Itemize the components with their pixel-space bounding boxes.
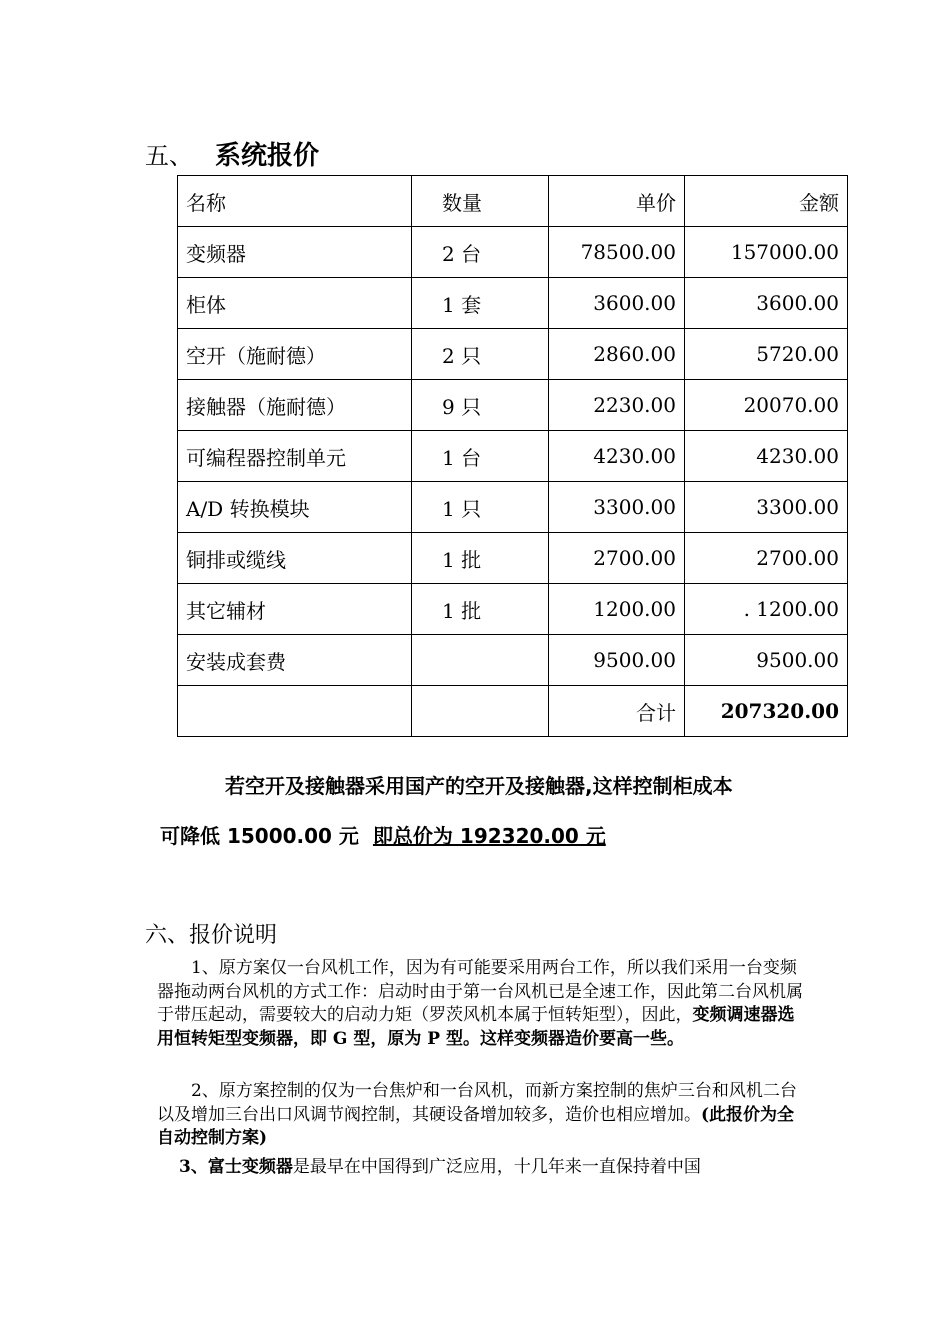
explanation-1-bold: 变频调速器选用恒转矩型变频器，即 G 型，原为 P 型。这样变频器造价要高一些。 (157, 1005, 795, 1049)
cell-name: 其它辅材 (178, 584, 412, 635)
cell-unit-price: 2700.00 (549, 533, 685, 584)
table-row (178, 431, 848, 482)
table-total-row (178, 686, 848, 737)
note-reduction: 可降低 15000.00 元 (160, 824, 359, 848)
cell-amount: . 1200.00 (685, 584, 848, 635)
cell-amount: 5720.00 (685, 329, 848, 380)
cell-name: 安装成套费 (178, 635, 412, 686)
section-6-heading: 六、报价说明 (145, 923, 278, 948)
section-5-title: 系统报价 (215, 141, 320, 171)
explanation-1-text: 1、原方案仅一台风机工作，因为有可能要采用两台工作，所以我们采用一台变频器拖动两台风机的方式工作：启动时由于第一台风机已是全速工作，因此第二台风机属于带压起动，需要较大的启动力矩（罗茨风机本属于恒转矩型），因此， (157, 958, 803, 1025)
header-unit-price: 单价 (549, 176, 685, 227)
cell-amount: 157000.00 (685, 227, 848, 278)
cell-amount: 3300.00 (685, 482, 848, 533)
cell-unit-price: 1200.00 (549, 584, 685, 635)
cell-quantity: 1 套 (412, 278, 549, 329)
table-row (178, 635, 848, 686)
cell-quantity: 2 只 (412, 329, 549, 380)
cell-empty (178, 686, 412, 737)
note-line-2 (160, 820, 606, 849)
cell-name: 柜体 (178, 278, 412, 329)
table-row (178, 533, 848, 584)
header-quantity: 数量 (412, 176, 549, 227)
table-row (178, 329, 848, 380)
note-total-price: 即总价为 192320.00 元 (372, 824, 606, 848)
cell-name: 接触器（施耐德） (178, 380, 412, 431)
cell-quantity: 1 批 (412, 584, 549, 635)
total-value: 207320.00 (685, 686, 848, 737)
cell-quantity: 1 只 (412, 482, 549, 533)
cell-amount: 9500.00 (685, 635, 848, 686)
cell-quantity: 9 只 (412, 380, 549, 431)
explanation-3 (145, 1156, 810, 1180)
cell-name: 可编程器控制单元 (178, 431, 412, 482)
explanation-2-bold: (此报价为全自动控制方案) (157, 1104, 795, 1148)
cell-amount: 2700.00 (685, 533, 848, 584)
explanation-2-text: 2、原方案控制的仅为一台焦炉和一台风机，而新方案控制的焦炉三台和风机二台以及增加三台出口风调节阀控制，其硬设备增加较多，造价也相应增加。 (157, 1081, 797, 1125)
cell-unit-price: 2860.00 (549, 329, 685, 380)
table-row (178, 482, 848, 533)
cell-amount: 3600.00 (685, 278, 848, 329)
cell-name: 铜排或缆线 (178, 533, 412, 584)
cell-empty (412, 686, 549, 737)
total-label: 合计 (549, 686, 685, 737)
cell-unit-price: 3300.00 (549, 482, 685, 533)
table-header-row (178, 176, 848, 227)
cell-quantity: 1 台 (412, 431, 549, 482)
explanation-3-text: 是最早在中国得到广泛应用，十几年来一直保持着中国 (292, 1157, 701, 1177)
section-5-number: 五、 (145, 142, 193, 170)
section-5-heading (145, 135, 319, 171)
cell-unit-price: 3600.00 (549, 278, 685, 329)
cell-amount: 4230.00 (685, 431, 848, 482)
cell-unit-price: 2230.00 (549, 380, 685, 431)
cell-unit-price: 9500.00 (549, 635, 685, 686)
cell-unit-price: 4230.00 (549, 431, 685, 482)
cell-unit-price: 78500.00 (549, 227, 685, 278)
table-row (178, 278, 848, 329)
cell-name: 空开（施耐德） (178, 329, 412, 380)
cell-quantity: 1 批 (412, 533, 549, 584)
header-name: 名称 (178, 176, 412, 227)
cell-quantity: 2 台 (412, 227, 549, 278)
table-row (178, 584, 848, 635)
note-line-1: 若空开及接触器采用国产的空开及接触器,这样控制柜成本 (225, 774, 733, 798)
table-row (178, 380, 848, 431)
cell-name: A/D 转换模块 (178, 482, 412, 533)
table-row (178, 227, 848, 278)
explanation-2 (157, 1080, 807, 1151)
header-amount: 金额 (685, 176, 848, 227)
explanation-1 (157, 957, 807, 1051)
cell-amount: 20070.00 (685, 380, 848, 431)
cell-quantity (412, 635, 549, 686)
explanation-3-bold: 3、富士变频器 (179, 1157, 293, 1177)
cell-name: 变频器 (178, 227, 412, 278)
quote-table (177, 175, 848, 737)
